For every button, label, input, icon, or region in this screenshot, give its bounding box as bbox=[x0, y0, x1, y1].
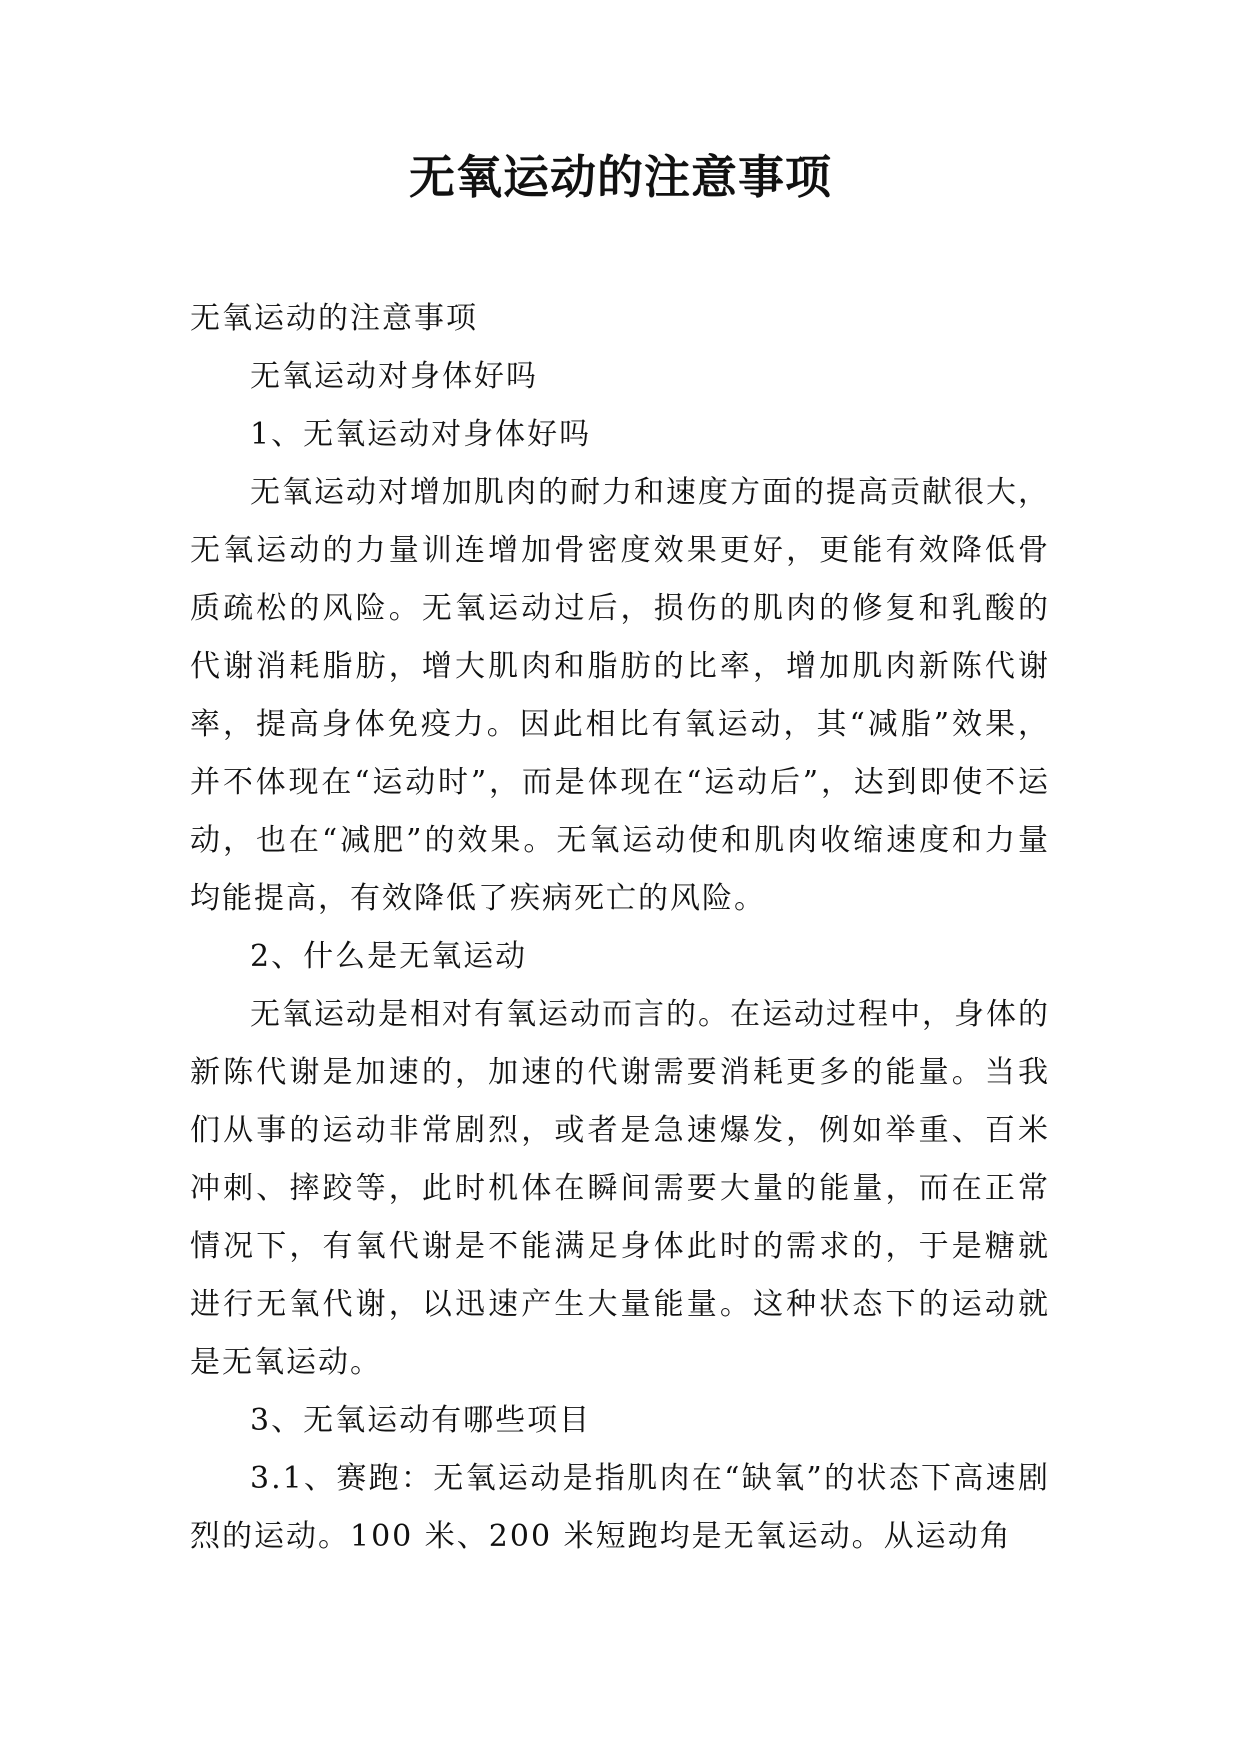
document-title: 无氧运动的注意事项 bbox=[409, 150, 832, 204]
paragraph-running: 3.1、赛跑：无氧运动是指肌肉在“缺氧”的状态下高速剧烈的运动。100 米、200 米短跑均是无氧运动。从运动角 bbox=[190, 1461, 1050, 1554]
section-heading-2: 2、什么是无氧运动 bbox=[250, 939, 528, 974]
document-subtitle: 无氧运动的注意事项 bbox=[190, 301, 478, 336]
section-heading-1: 1、无氧运动对身体好吗 bbox=[250, 417, 592, 452]
paragraph-question: 无氧运动对身体好吗 bbox=[250, 359, 538, 394]
paragraph-benefits: 无氧运动对增加肌肉的耐力和速度方面的提高贡献很大，无氧运动的力量训连增加骨密度效果更好，更能有效降低骨质疏松的风险。无氧运动过后，损伤的肌肉的修复和乳酸的代谢消耗脂肪，增大肌肉和脂肪的比率，增加肌肉新陈代谢率，提高身体免疫力。因此相比有氧运动，其“减脂”效果，并不体现在“运动时”，而是体现在“运动后”，达到即使不运动，也在“减肥”的效果。无氧运动使和肌肉收缩速度和力量均能提高，有效降低了疾病死亡的风险。 bbox=[190, 475, 1050, 916]
section-heading-3: 3、无氧运动有哪些项目 bbox=[250, 1403, 592, 1438]
paragraph-definition: 无氧运动是相对有氧运动而言的。在运动过程中，身体的新陈代谢是加速的，加速的代谢需要消耗更多的能量。当我们从事的运动非常剧烈，或者是急速爆发，例如举重、百米冲刺、摔跤等，此时机体在瞬间需要大量的能量，而在正常情况下，有氧代谢是不能满足身体此时的需求的，于是糖就进行无氧代谢，以迅速产生大量能量。这种状态下的运动就是无氧运动。 bbox=[190, 997, 1050, 1380]
document-body bbox=[190, 290, 1050, 1566]
